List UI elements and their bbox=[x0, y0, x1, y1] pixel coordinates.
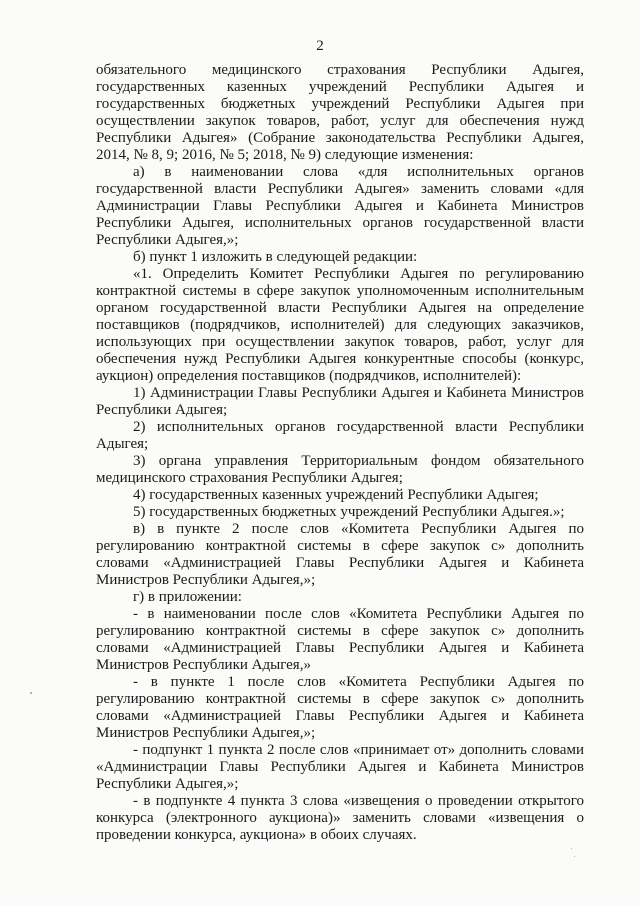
document-body bbox=[96, 62, 584, 844]
paragraph-v: в) в пункте 2 после слов «Комитета Республики Адыгея по регулированию контрактной системы в сфере закупок с» дополнить словами «Администрацией Главы Республики Адыгея и Кабинета Министров Республики Адыгея,»; bbox=[96, 521, 584, 588]
list-item-1: 1) Администрации Главы Республики Адыгея и Кабинета Министров Республики Адыгея; bbox=[96, 385, 584, 418]
paragraph-g: г) в приложении: bbox=[133, 589, 242, 605]
page-number: 2 bbox=[316, 38, 324, 54]
list-item-2: 2) исполнительных органов государственной власти Республики Адыгея; bbox=[96, 419, 584, 452]
dash-item-2: - в пункте 1 после слов «Комитета Республики Адыгея по регулированию контрактной системы в сфере закупок с» дополнить словами «Администрацией Главы Республики Адыгея и Кабинета Министров Республики Адыгея,»; bbox=[96, 674, 584, 741]
list-item-5: 5) государственных бюджетных учреждений Республики Адыгея.»; bbox=[133, 504, 565, 520]
scan-speck bbox=[30, 692, 32, 694]
scan-speck bbox=[571, 848, 572, 849]
list-item-3: 3) органа управления Территориальным фондом обязательного медицинского страхования Республики Адыгея; bbox=[96, 453, 584, 486]
paragraph-b: б) пункт 1 изложить в следующей редакции: bbox=[133, 249, 418, 265]
paragraph-quote-1: «1. Определить Комитет Республики Адыгея по регулированию контрактной системы в сфере закупок уполномоченным исполнительным органом государственной власти Республики Адыгея на определение поставщиков (подрядчиков, исполнителей) для следующих заказчиков, использующих при осуществлении закупок товаров, работ, услуг для обеспечения нужд Республики Адыгея конкурентные способы (конкурс, аукцион) определения поставщиков (подрядчиков, исполнителей): bbox=[96, 266, 584, 384]
scan-speck bbox=[574, 856, 575, 857]
list-item-4: 4) государственных казенных учреждений Республики Адыгея; bbox=[133, 487, 539, 503]
paragraph-a: а) в наименовании слова «для исполнительных органов государственной власти Республики Адыгея» заменить словами «для Администрации Главы Республики Адыгея и Кабинета Министров Республики Адыгея, исполнительных органов государственной власти Республики Адыгея,»; bbox=[96, 164, 584, 248]
paragraph-intro-continuation: обязательного медицинского страхования Республики Адыгея, государственных казенных учреждений Республики Адыгея и государственных бюджетных учреждений Республики Адыгея при осуществлении закупок товаров, работ, услуг для обеспечения нужд Республики Адыгея» (Собрание законодательства Республики Адыгея, 2014, № 8, 9; 2016, № 5; 2018, № 9) следующие изменения: bbox=[96, 62, 584, 163]
dash-item-1: - в наименовании после слов «Комитета Республики Адыгея по регулированию контрактной системы в сфере закупок с» дополнить словами «Администрацией Главы Республики Адыгея и Кабинета Министров Республики Адыгея,» bbox=[96, 606, 584, 673]
dash-item-4: - в подпункте 4 пункта 3 слова «извещения о проведении открытого конкурса (электронного аукциона)» заменить словами «извещения о проведении конкурса, аукциона» в обоих случаях. bbox=[96, 793, 584, 843]
dash-item-3: - подпункт 1 пункта 2 после слов «принимает от» дополнить словами «Администрации Главы Республики Адыгея и Кабинета Министров Республики Адыгея,»; bbox=[96, 742, 584, 792]
